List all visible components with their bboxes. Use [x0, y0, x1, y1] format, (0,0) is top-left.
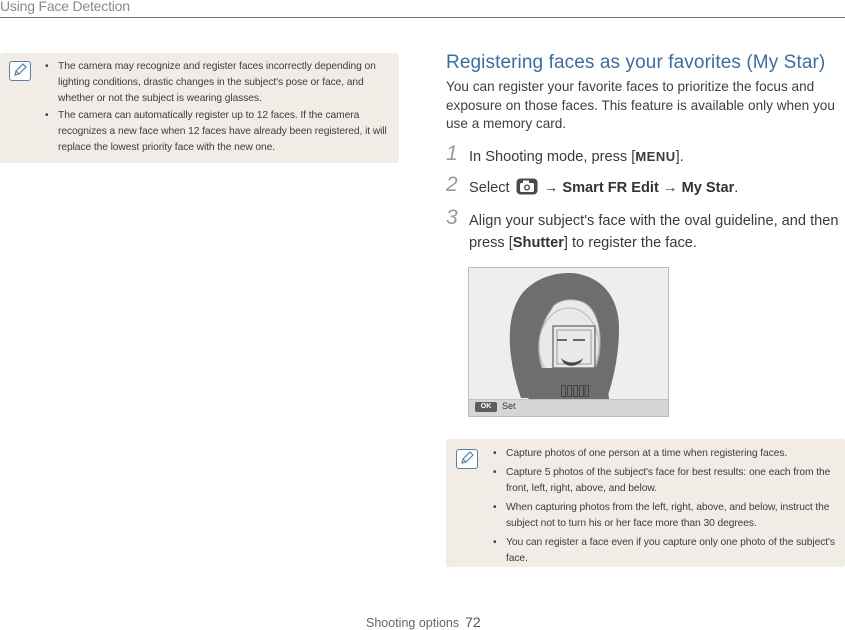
note-right-item: • You can register a face even if you capture only one photo of the subject's face. — [493, 535, 839, 567]
header-title: Using Face Detection — [0, 0, 130, 14]
section-intro: You can register your favorite faces to prioritize the focus and exposure on those faces. This feature is available only when you use a memory card. — [446, 79, 835, 131]
section-title: Registering faces as your favorites (My Star) — [446, 52, 826, 73]
camera-preview-screen — [468, 267, 669, 417]
page-number: 72 — [465, 614, 481, 630]
step-text: Select → Smart FR Edit → My Star. — [469, 180, 739, 196]
note-right-item: • Capture 5 photos of the subject's face for best results: one each from the front, left, right, above, and below. — [493, 465, 839, 497]
note-box-left — [0, 53, 399, 163]
note-pencil-icon — [456, 449, 478, 469]
note-left-list — [45, 59, 390, 157]
shutter-key: Shutter — [512, 235, 564, 251]
step-number: 3 — [446, 206, 458, 229]
menu-item-my-star: My Star — [681, 180, 735, 196]
note-right-item: • Capture photos of one person at a time when registering faces. — [493, 446, 839, 462]
note-right-item: • When capturing photos from the left, right, above, and below, instruct the subject not to turn his or her face more than 30 degrees. — [493, 500, 839, 532]
step-number: 1 — [446, 142, 458, 165]
step-text: In Shooting mode, press [MENU]. — [469, 149, 684, 165]
menu-key: MENU — [635, 149, 676, 164]
note-pencil-icon — [9, 61, 31, 81]
set-label: Set — [502, 401, 516, 411]
step-text: Align your subject's face with the oval guideline, and then press [Shutter] to register the face. — [469, 213, 839, 251]
note-left-item: • The camera can automatically register up to 12 faces. If the camera recognizes a new face when 12 faces have already been registered, it will replace the lowest priority face with the new one. — [45, 108, 390, 156]
page-header — [0, 0, 845, 18]
menu-item-smart-fr-edit: Smart FR Edit — [562, 180, 659, 196]
preview-bottom-bar — [469, 399, 668, 416]
note-box-right — [446, 439, 845, 567]
note-right-list — [493, 446, 839, 570]
camera-menu-icon — [516, 178, 538, 195]
ok-button-icon: OK — [475, 402, 497, 412]
note-left-item: • The camera may recognize and register faces incorrectly depending on lighting conditions, drastic changes in the subject's pose or face, and whether or not the subject is wearing glasses. — [45, 59, 390, 107]
page-footer — [366, 614, 481, 630]
footer-section: Shooting options — [366, 616, 460, 630]
step-number: 2 — [446, 173, 458, 196]
